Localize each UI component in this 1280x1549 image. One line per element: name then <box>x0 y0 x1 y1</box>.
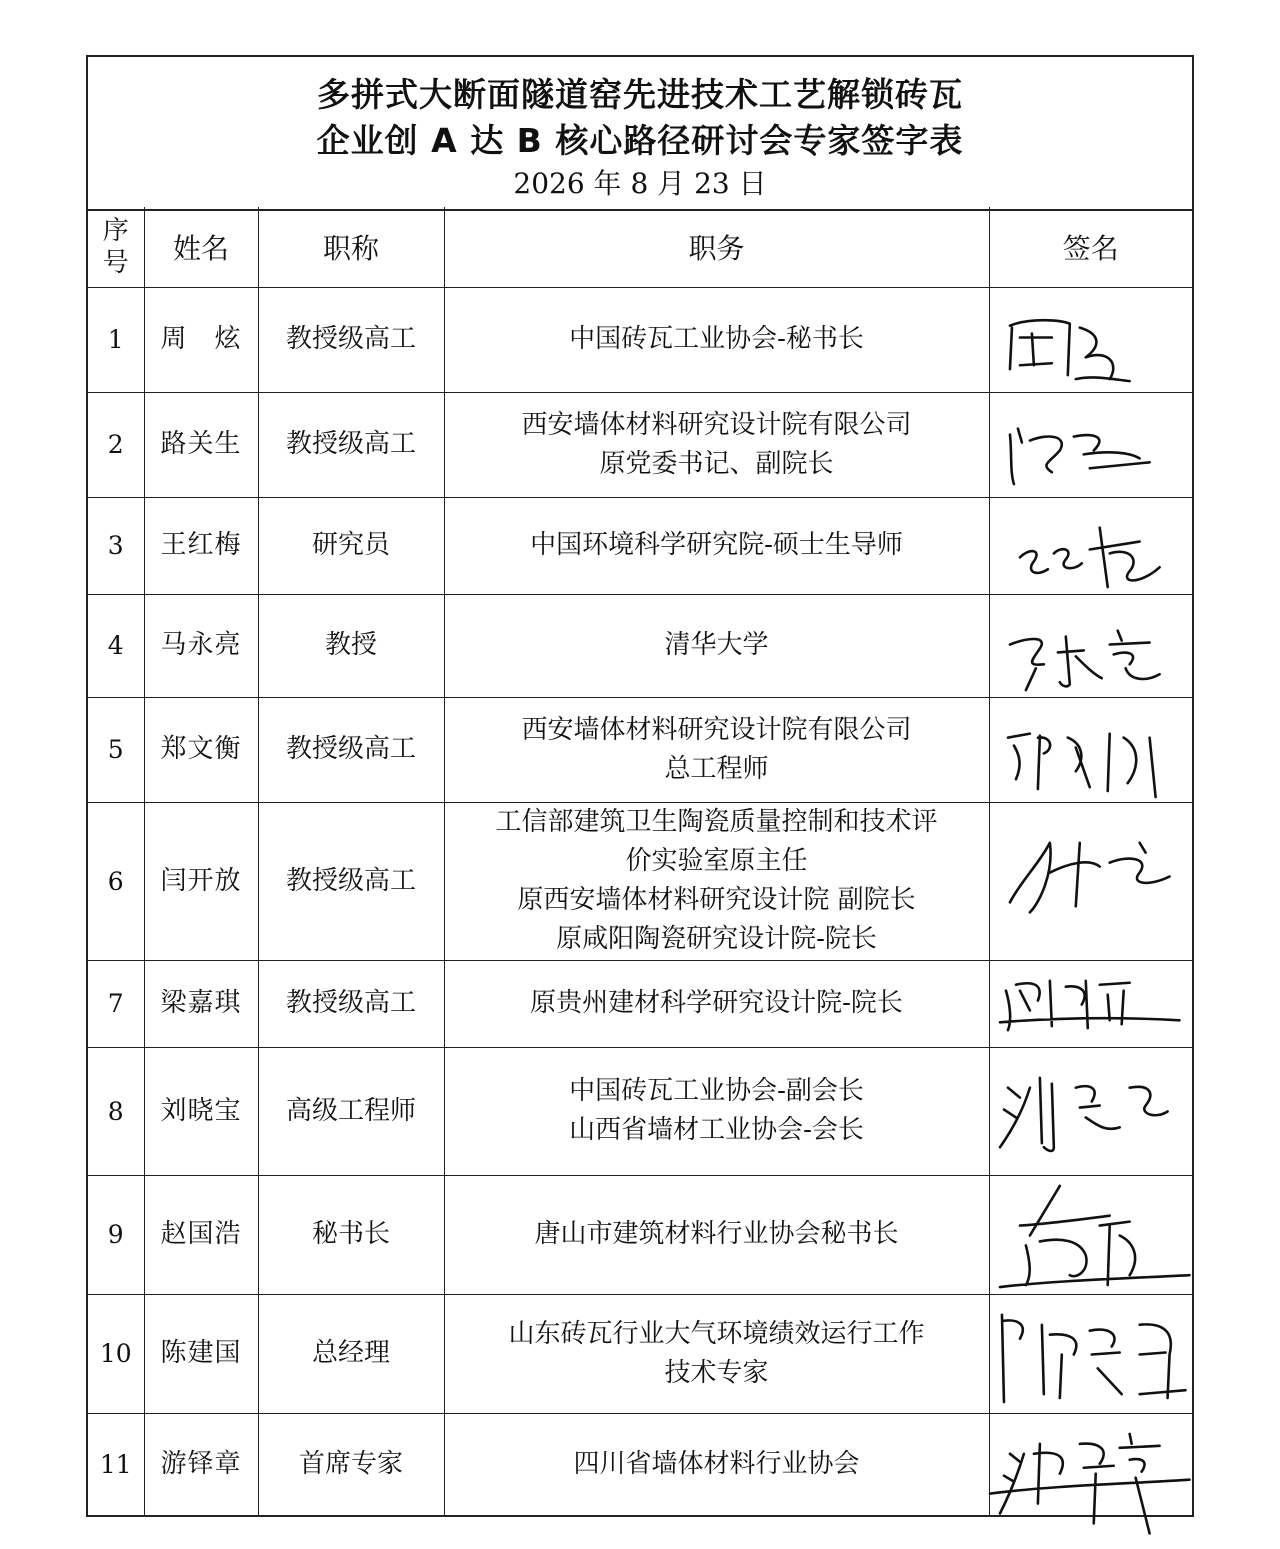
table-row <box>88 287 1192 392</box>
row-name: 陈建国 <box>144 1294 258 1413</box>
row-position <box>444 594 989 697</box>
row-seq: 11 <box>88 1413 144 1515</box>
position-line: 唐山市建筑材料行业协会秘书长 <box>534 1219 899 1249</box>
table-row <box>88 497 1192 594</box>
row-name: 赵国浩 <box>144 1175 258 1294</box>
row-position <box>444 802 989 960</box>
row-title: 秘书长 <box>258 1175 444 1294</box>
position-line: 中国环境科学研究院-硕士生导师 <box>530 530 903 560</box>
row-name: 周 炫 <box>144 287 258 392</box>
row-signature <box>989 1175 1192 1294</box>
row-title: 教授级高工 <box>258 287 444 392</box>
row-title: 总经理 <box>258 1294 444 1413</box>
signature-stroke <box>1009 320 1129 381</box>
signature-stroke <box>1009 428 1149 483</box>
row-seq: 2 <box>88 392 144 497</box>
position-line: 技术专家 <box>664 1357 769 1388</box>
row-position <box>444 392 989 497</box>
row-position <box>444 1294 989 1413</box>
row-title: 研究员 <box>258 497 444 594</box>
row-signature <box>989 802 1192 960</box>
position-line: 中国砖瓦工业协会-副会长 <box>569 1076 864 1106</box>
position-line: 中国砖瓦工业协会-秘书长 <box>569 324 864 354</box>
column-header-position: 职务 <box>444 207 989 287</box>
column-header-name: 姓名 <box>144 207 258 287</box>
table-row <box>88 1175 1192 1294</box>
column-header-signature: 签名 <box>989 207 1192 287</box>
seq-header-top: 序 <box>102 215 129 246</box>
row-position <box>444 1047 989 1175</box>
row-title: 教授 <box>258 594 444 697</box>
row-title: 教授级高工 <box>258 802 444 960</box>
row-signature <box>989 960 1192 1047</box>
position-line: 山西省墙材工业协会-会长 <box>569 1115 864 1145</box>
row-title: 高级工程师 <box>258 1047 444 1175</box>
title-line-1: 多拼式大断面隧道窑先进技术工艺解锁砖瓦 <box>317 75 963 114</box>
row-seq: 6 <box>88 802 144 960</box>
signature-stroke <box>1009 630 1159 689</box>
handwritten-signature <box>990 961 1193 1047</box>
sheet-header <box>88 57 1192 211</box>
position-line: 四川省墙体材料行业协会 <box>573 1448 860 1479</box>
handwritten-signature <box>990 803 1193 960</box>
row-position <box>444 697 989 802</box>
row-name: 郑文衡 <box>144 697 258 802</box>
signature-stroke <box>999 980 1179 1029</box>
handwritten-signature <box>990 595 1193 697</box>
row-title: 教授级高工 <box>258 960 444 1047</box>
row-seq: 10 <box>88 1294 144 1413</box>
handwritten-signature <box>990 498 1193 594</box>
row-name: 刘晓宝 <box>144 1047 258 1175</box>
signature-stroke <box>999 1077 1167 1150</box>
signature-sheet <box>86 55 1194 1517</box>
row-position <box>444 960 989 1047</box>
table-row <box>88 1294 1192 1413</box>
signature-stroke <box>990 1433 1190 1533</box>
row-signature <box>989 697 1192 802</box>
position-line: 原咸阳陶瓷研究设计院-院长 <box>556 924 877 954</box>
row-name: 王红梅 <box>144 497 258 594</box>
handwritten-signature <box>990 1414 1193 1516</box>
meeting-date: 2026 年 8 月 23 日 <box>513 167 767 200</box>
row-signature <box>989 1047 1192 1175</box>
position-line: 总工程师 <box>664 753 769 784</box>
row-name: 马永亮 <box>144 594 258 697</box>
row-signature <box>989 287 1192 392</box>
row-seq: 1 <box>88 287 144 392</box>
signature-stroke <box>1019 527 1159 586</box>
column-header-seq <box>88 207 144 287</box>
handwritten-signature <box>990 1295 1193 1413</box>
row-title: 首席专家 <box>258 1413 444 1515</box>
table-row <box>88 392 1192 497</box>
handwritten-signature <box>990 1048 1193 1175</box>
row-seq: 7 <box>88 960 144 1047</box>
row-seq: 9 <box>88 1175 144 1294</box>
row-signature <box>989 1294 1192 1413</box>
table-row <box>88 802 1192 960</box>
expert-table <box>88 207 1192 1515</box>
row-position <box>444 497 989 594</box>
row-seq: 5 <box>88 697 144 802</box>
position-line: 价实验室原主任 <box>625 846 808 876</box>
position-line: 清华大学 <box>664 630 769 660</box>
row-signature <box>989 594 1192 697</box>
row-position <box>444 1175 989 1294</box>
title-line-2: 企业创 A 达 B 核心路径研讨会专家签字表 <box>316 121 964 160</box>
position-line: 西安墙体材料研究设计院有限公司 <box>521 409 912 440</box>
row-signature <box>989 497 1192 594</box>
handwritten-signature <box>990 1176 1193 1294</box>
table-row <box>88 1047 1192 1175</box>
row-name: 路关生 <box>144 392 258 497</box>
row-position <box>444 287 989 392</box>
table-row <box>88 594 1192 697</box>
signature-stroke <box>1007 733 1155 796</box>
row-name: 游铎章 <box>144 1413 258 1515</box>
row-signature <box>989 1413 1192 1515</box>
position-line: 工信部建筑卫生陶瓷质量控制和技术评 <box>495 807 938 837</box>
position-line: 山东砖瓦行业大气环境绩效运行工作 <box>508 1318 925 1349</box>
handwritten-signature <box>990 288 1193 392</box>
table-row <box>88 697 1192 802</box>
row-name: 闫开放 <box>144 802 258 960</box>
signature-stroke <box>999 1185 1189 1286</box>
table-row <box>88 1413 1192 1515</box>
signature-stroke <box>1001 1314 1185 1401</box>
signature-stroke <box>1009 842 1169 912</box>
row-title: 教授级高工 <box>258 697 444 802</box>
row-title: 教授级高工 <box>258 392 444 497</box>
position-line: 原西安墙体材料研究设计院 副院长 <box>517 885 916 915</box>
handwritten-signature <box>990 698 1193 802</box>
position-line: 原贵州建材科学研究设计院-院长 <box>530 988 903 1018</box>
column-header-title: 职称 <box>258 207 444 287</box>
row-seq: 3 <box>88 497 144 594</box>
table-row <box>88 960 1192 1047</box>
row-seq: 4 <box>88 594 144 697</box>
seq-header-bottom: 号 <box>102 247 129 278</box>
row-signature <box>989 392 1192 497</box>
position-line: 西安墙体材料研究设计院有限公司 <box>521 714 912 745</box>
row-name: 梁嘉琪 <box>144 960 258 1047</box>
row-position <box>444 1413 989 1515</box>
table-header-row <box>88 207 1192 287</box>
position-line: 原党委书记、副院长 <box>599 448 834 479</box>
handwritten-signature <box>990 393 1193 497</box>
row-seq: 8 <box>88 1047 144 1175</box>
